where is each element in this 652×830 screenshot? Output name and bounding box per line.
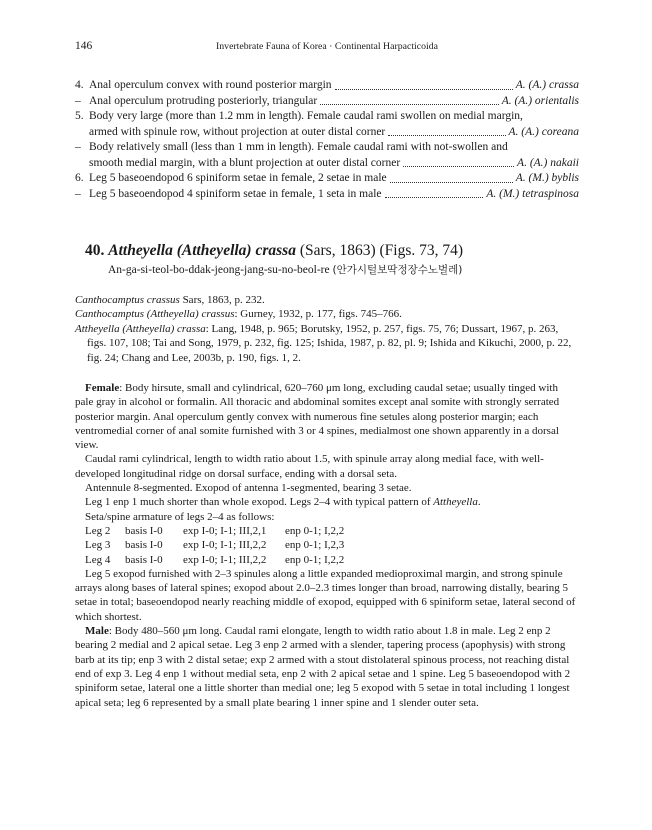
synonym-entry — [75, 322, 579, 365]
leg5-paragraph: Leg 5 exopod furnished with 2–3 spinules along a little expanded medioproximal margin, and strong spinule arrays along bases of lateral spines; exopod about 2.0–2.3 times longer than broad, narrowing distally, bearing 5 setae in total; baseoendopod nearly reaching middle of exopod, equipped with 6 spiniform setae, lateral second of which shortest. — [75, 567, 576, 623]
leader-dots — [390, 181, 513, 183]
leader-dots — [388, 134, 505, 136]
key-number: 5. — [75, 110, 84, 122]
armature-basis: basis I-0 — [125, 539, 163, 552]
synonym-name: Canthocamptus crassus — [75, 294, 180, 306]
key-text: Body very large (more than 1.2 mm in length). Female caudal rami swollen on medial margin, — [89, 110, 523, 122]
armature-endopod: enp 0-1; I,2,2 — [285, 553, 345, 566]
armature-row — [75, 524, 579, 538]
key-line — [75, 187, 579, 203]
key-line — [75, 78, 579, 94]
key-number: – — [75, 94, 81, 107]
page-number: 146 — [75, 40, 93, 52]
synonym-reference: : Lang, 1948, p. 965; Borutsky, 1952, p. 257, figs. 75, 76; Dussart, 1967, p. 263, figs. 107, 108; Tai and Song, 1979, p. 232, fig. 125; Ishida, 1987, p. 82, pl. 9; Ishida and Kikuchi, 2000, p. 22, fig. 24; Chang and Lee, 2003b, p. 190, figs. 1, 2. — [87, 322, 572, 364]
armature-row — [75, 553, 579, 567]
korean-name — [85, 262, 579, 279]
key-text: Leg 5 baseoendopod 4 spiniform setae in female, 1 seta in male — [89, 187, 382, 200]
key-couplet — [75, 187, 579, 203]
key-number: – — [75, 141, 81, 153]
armature-endopod: enp 0-1; I,2,2 — [285, 524, 345, 537]
key-answer: A. (A.) crassa — [515, 79, 579, 91]
armature-exopod: exp I-0; I-1; III,2,1 — [183, 524, 267, 537]
synonym-entry — [75, 293, 579, 307]
key-number: 4. — [75, 79, 84, 91]
caudal-paragraph: Caudal rami cylindrical, length to width ratio about 1.5, with spinule array along medial face, with well-developed longitudinal ridge on dorsal surface, ending with a dorsal seta. — [75, 453, 544, 480]
key-answer: A. (M.) byblis — [515, 172, 579, 184]
key-answer: A. (A.) orientalis — [501, 94, 579, 107]
armature-exopod: exp I-0; I-1; III,2,2 — [183, 539, 267, 552]
species-authority: (Sars, 1863) (Figs. 73, 74) — [299, 242, 464, 259]
male-label: Male — [85, 625, 109, 638]
key-line — [75, 125, 579, 141]
armature-leg: Leg 4 — [85, 553, 111, 566]
identification-key — [75, 78, 579, 202]
synonym-name: Canthocamptus (Attheyella) crassus — [75, 308, 235, 321]
key-text: armed with spinule row, without projection at outer distal corner — [89, 125, 386, 138]
armature-basis: basis I-0 — [125, 524, 163, 537]
male-paragraph: Male: Body 480–560 μm long. Caudal rami elongate, length to width ratio about 1.8 in male. Leg 2 enp 2 bearing 2 medial and 2 apical setae. Leg 3 enp 2 armed with a slender, tapering process (apophysis) with strong barb at its tip; enp 3 with 2 distal setae; exp 2 armed with a stout distolateral spinous process, not reaching distal end of exp 3. Leg 4 enp 1 without medial seta, enp 2 with 2 apical setae and 1 spine. Leg 5 baseoendopod with 2 spiniform setae, lateral one a little shorter than medial one; leg 5 exopod with 5 setae in total including 1 longest apical seta; leg 6 represented by a small plate bearing 1 inner spine and 1 slender outer seta. — [75, 625, 571, 709]
key-number: 6. — [75, 172, 84, 184]
armature-basis: basis I-0 — [125, 553, 163, 566]
leader-dots — [335, 88, 513, 90]
key-answer: A. (A.) coreana — [508, 125, 579, 138]
key-text: Body relatively small (less than 1 mm in length). Female caudal rami with not-swollen and — [89, 141, 508, 153]
running-header — [75, 40, 579, 54]
armature-endopod: enp 0-1; I,2,3 — [285, 539, 345, 552]
female-paragraph: Female: Body hirsute, small and cylindrical, 620–760 μm long, excluding caudal setae; usually tinged with pale gray in alcohol or formalin. All thoracic and abdominal somites except anal somite with strongly serrated posterior margin. Anal operculum gently convex with numerous fine setules along posterior margin; each ventromedial corner of anal somite furnished with 3 or 4 spines, medialmost one shown apparently in a dorsal view. — [75, 382, 560, 452]
synonym-reference: Sars, 1863, p. 232. — [179, 294, 265, 306]
key-text: Anal operculum convex with round posterior margin — [89, 79, 332, 91]
key-couplet — [75, 78, 579, 94]
armature-table — [75, 524, 579, 567]
synonym-entry — [75, 307, 579, 321]
armature-exopod: exp I-0; I-1; III,2,2 — [183, 553, 267, 566]
key-couplet — [75, 140, 579, 171]
leader-dots — [385, 196, 484, 198]
synonym-reference: : Gurney, 1932, p. 177, figs. 745–766. — [234, 308, 402, 321]
synonymy-list — [75, 293, 579, 365]
species-title — [85, 241, 579, 261]
key-text: Anal operculum protruding posteriorly, triangular — [89, 94, 318, 107]
key-couplet — [75, 94, 579, 110]
armature-leg: Leg 3 — [85, 539, 111, 552]
key-text: smooth medial margin, with a blunt projection at outer distal corner — [89, 156, 401, 169]
species-number: 40. — [85, 242, 105, 259]
key-line — [75, 140, 579, 156]
description — [75, 381, 579, 710]
key-line — [75, 94, 579, 110]
species-epithet: crassa — [255, 242, 296, 259]
korean-romanized: An-ga-si-teol-bo-ddak-jeong-jang-su-no-beol-re — [108, 264, 330, 276]
key-couplet — [75, 171, 579, 187]
armature-row — [75, 538, 579, 552]
leader-dots — [403, 165, 514, 167]
key-line — [75, 109, 579, 125]
key-line — [75, 156, 579, 172]
female-label: Female — [85, 382, 120, 394]
key-answer: A. (A.) nakaii — [517, 156, 579, 169]
key-answer: A. (M.) tetraspinosa — [486, 187, 579, 200]
armature-leg: Leg 2 — [85, 524, 111, 537]
species-heading — [85, 241, 579, 279]
antennule-paragraph: Antennule 8-segmented. Exopod of antenna 1-segmented, bearing 3 setae. — [85, 482, 412, 495]
synonym-name: Attheyella (Attheyella) crassa — [75, 322, 206, 335]
species-genus: Attheyella (Attheyella) — [108, 242, 252, 259]
key-line — [75, 171, 579, 187]
key-text: Leg 5 baseoendopod 6 spiniform setae in female, 2 setae in male — [89, 172, 387, 184]
running-title: Invertebrate Fauna of Korea · Continental Harpacticoida — [216, 41, 438, 52]
key-couplet — [75, 109, 579, 140]
leader-dots — [320, 103, 498, 105]
key-number: – — [75, 187, 81, 200]
leg1-paragraph: Leg 1 enp 1 much shorter than whole exopod. Legs 2–4 with typical pattern of Attheyella. — [85, 496, 481, 509]
korean-hangul: (안가시털보딱정장수노벌레) — [332, 264, 463, 276]
armature-intro: Seta/spine armature of legs 2–4 as follows: — [85, 510, 275, 523]
